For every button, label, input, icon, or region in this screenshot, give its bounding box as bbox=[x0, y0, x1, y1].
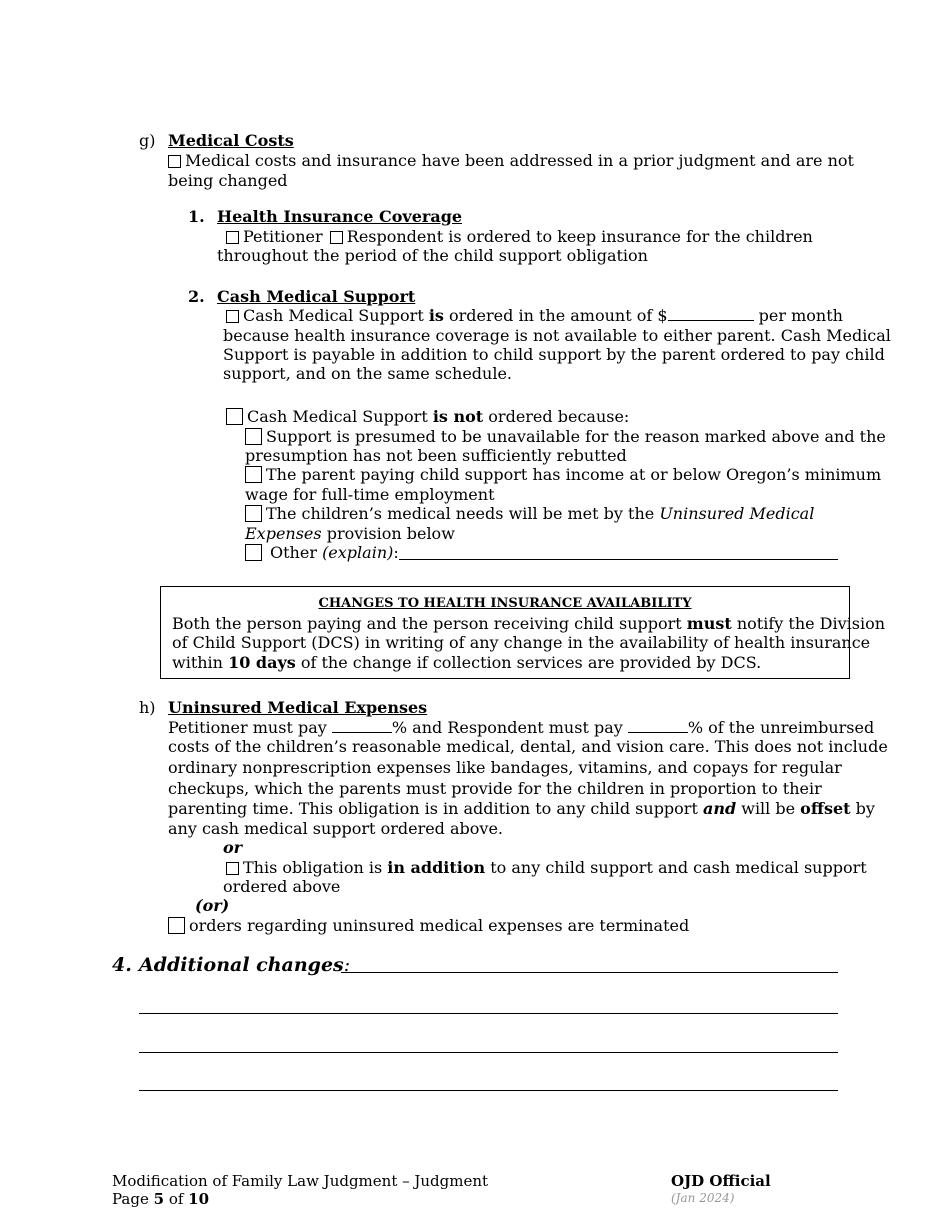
section-h-marker: h) bbox=[139, 698, 156, 717]
uninsured-l5: parenting time. This obligation is in addition to any child support and will be offset by bbox=[168, 799, 875, 818]
reason-2: The parent paying child support has income at or below Oregon’s minimum bbox=[245, 465, 881, 484]
section-4-title: Additional changes: bbox=[139, 954, 351, 976]
cash-medical-amount-field[interactable] bbox=[668, 306, 754, 321]
reason-other-checkbox[interactable] bbox=[245, 544, 262, 561]
section-h-title: Uninsured Medical Expenses bbox=[168, 698, 428, 717]
cash-medical-is-checkbox[interactable] bbox=[226, 310, 239, 323]
item-1-number: 1. bbox=[188, 207, 205, 226]
in-addition-checkbox[interactable] bbox=[226, 862, 239, 875]
additional-changes-line-1[interactable] bbox=[341, 972, 838, 973]
health-insurance-title: Health Insurance Coverage bbox=[217, 207, 463, 226]
respondent-checkbox[interactable] bbox=[330, 231, 343, 244]
reason-3-line2: Expenses provision below bbox=[245, 524, 455, 543]
in-addition-line2: ordered above bbox=[223, 877, 341, 896]
additional-changes-line-3[interactable] bbox=[139, 1052, 838, 1053]
footer-date: (Jan 2024) bbox=[671, 1191, 735, 1205]
cash-medical-l2: because health insurance coverage is not available to either parent. Cash Medical bbox=[223, 326, 891, 345]
prior-judgment-checkbox[interactable] bbox=[168, 155, 181, 168]
reason-3: The children’s medical needs will be met by the Uninsured Medical bbox=[245, 504, 814, 523]
terminated-option: orders regarding uninsured medical expenses are terminated bbox=[168, 916, 689, 935]
item-2-number: 2. bbox=[188, 287, 205, 306]
cash-medical-not-checkbox[interactable] bbox=[226, 408, 243, 425]
uninsured-l6: any cash medical support ordered above. bbox=[168, 819, 504, 838]
reason-3-checkbox[interactable] bbox=[245, 505, 262, 522]
notice-l2: of Child Support (DCS) in writing of any change in the availability of health insurance bbox=[172, 633, 871, 652]
uninsured-l3: ordinary nonprescription expenses like bandages, vitamins, and copays for regular bbox=[168, 758, 842, 777]
footer-page-number: Page 5 of 10 bbox=[112, 1190, 210, 1208]
section-g-marker: g) bbox=[139, 131, 156, 150]
section-g-title: Medical Costs bbox=[168, 131, 294, 150]
section-4-number: 4. bbox=[112, 954, 132, 976]
terminated-checkbox[interactable] bbox=[168, 917, 185, 934]
cash-medical-l4: support, and on the same schedule. bbox=[223, 364, 513, 383]
uninsured-l2: costs of the children’s reasonable medical, dental, and vision care. This does not include bbox=[168, 737, 888, 756]
reason-2-checkbox[interactable] bbox=[245, 466, 262, 483]
cash-medical-l3: Support is payable in addition to child support by the parent ordered to pay child bbox=[223, 345, 885, 364]
notice-l1: Both the person paying and the person receiving child support must notify the Division bbox=[172, 614, 886, 633]
cash-medical-not-row: Cash Medical Support is not ordered because: bbox=[226, 407, 629, 426]
reason-other: Other (explain): bbox=[245, 543, 399, 562]
petitioner-percent-field[interactable] bbox=[332, 718, 392, 733]
respondent-percent-field[interactable] bbox=[628, 718, 688, 733]
notice-box bbox=[160, 586, 886, 679]
reason-1-checkbox[interactable] bbox=[245, 428, 262, 445]
prior-judgment-line2: being changed bbox=[168, 171, 288, 190]
footer-official: OJD Official bbox=[671, 1172, 771, 1190]
cash-medical-is-row: Cash Medical Support is ordered in the amount of $ per month bbox=[226, 306, 843, 325]
health-insurance-line2: throughout the period of the child support obligation bbox=[217, 246, 648, 265]
petitioner-checkbox[interactable] bbox=[226, 231, 239, 244]
footer-doc-title: Modification of Family Law Judgment – Judgment bbox=[112, 1172, 489, 1190]
health-insurance-row: Petitioner Respondent is ordered to keep insurance for the children bbox=[226, 227, 813, 246]
other-explain-field[interactable] bbox=[399, 559, 838, 560]
prior-judgment-option: Medical costs and insurance have been addressed in a prior judgment and are not bbox=[168, 151, 854, 170]
uninsured-l1: Petitioner must pay % and Respondent must pay % of the unreimbursed bbox=[168, 718, 875, 737]
reason-1-line2: presumption has not been sufficiently rebutted bbox=[245, 446, 627, 465]
uninsured-l4: checkups, which the parents must provide for the children in proportion to their bbox=[168, 779, 822, 798]
reason-2-line2: wage for full-time employment bbox=[245, 485, 495, 504]
additional-changes-line-2[interactable] bbox=[139, 1013, 838, 1014]
reason-1: Support is presumed to be unavailable for the reason marked above and the bbox=[245, 427, 886, 446]
or-paren-label: (or) bbox=[195, 896, 230, 915]
in-addition-option: This obligation is in addition to any child support and cash medical support bbox=[226, 858, 867, 877]
notice-title: CHANGES TO HEALTH INSURANCE AVAILABILITY bbox=[318, 596, 692, 611]
notice-l3: within 10 days of the change if collection services are provided by DCS. bbox=[172, 653, 762, 672]
additional-changes-line-4[interactable] bbox=[139, 1090, 838, 1091]
cash-medical-title: Cash Medical Support bbox=[217, 287, 416, 306]
or-label: or bbox=[223, 838, 243, 857]
